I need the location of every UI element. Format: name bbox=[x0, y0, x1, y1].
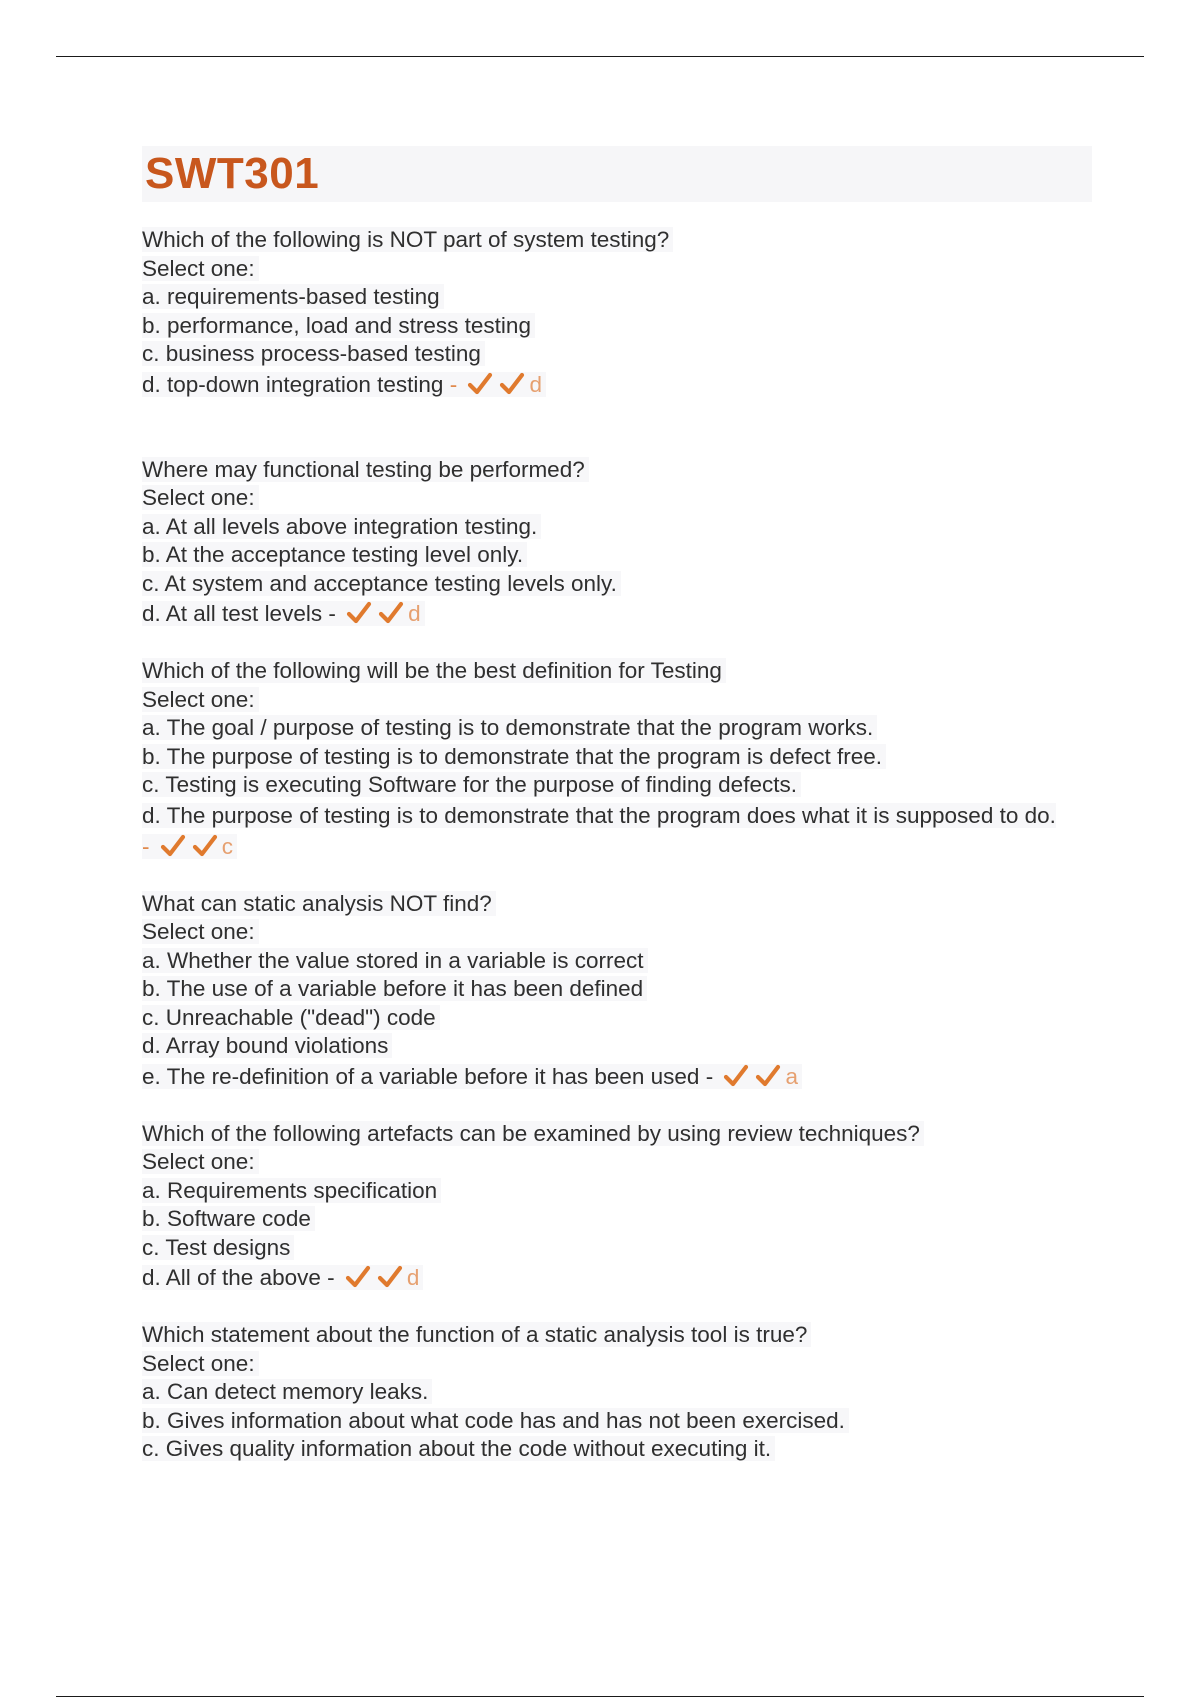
document-content bbox=[142, 146, 1092, 1492]
answer-separator: - bbox=[142, 833, 150, 859]
select-one-label: Select one: bbox=[142, 687, 259, 712]
top-rule bbox=[56, 56, 1144, 57]
question-prompt: Which statement about the function of a static analysis tool is true? bbox=[142, 1322, 811, 1347]
option-c: c. At system and acceptance testing levels only. bbox=[142, 571, 621, 596]
answer-letter: c bbox=[221, 833, 234, 859]
option-b: b. At the acceptance testing level only. bbox=[142, 542, 527, 567]
check-mark-icon bbox=[378, 601, 404, 625]
check-mark-icon bbox=[467, 372, 493, 396]
check-mark-icon bbox=[377, 1265, 403, 1289]
select-one-label: Select one: bbox=[142, 485, 259, 510]
answer-separator: - bbox=[449, 371, 458, 397]
select-one-label: Select one: bbox=[142, 1351, 259, 1376]
option-a: a. At all levels above integration testing. bbox=[142, 514, 541, 539]
question-prompt: Which of the following is NOT part of system testing? bbox=[142, 227, 673, 252]
option-d: d. At all test levels bbox=[142, 601, 323, 626]
answer-marker bbox=[322, 601, 421, 626]
question-prompt: What can static analysis NOT find? bbox=[142, 891, 496, 916]
title-band bbox=[142, 146, 1092, 202]
option-a: a. Can detect memory leaks. bbox=[142, 1379, 432, 1404]
option-d: d. All of the above bbox=[142, 1265, 321, 1290]
document-title: SWT301 bbox=[145, 149, 320, 198]
answer-letter: d bbox=[529, 371, 542, 397]
check-mark-icon bbox=[160, 834, 186, 858]
answer-marker bbox=[699, 1064, 798, 1089]
option-b: b. The use of a variable before it has been defined bbox=[142, 976, 647, 1001]
option-c: c. Unreachable ("dead") code bbox=[142, 1005, 440, 1030]
check-mark-icon bbox=[723, 1064, 749, 1088]
option-d: d. Array bound violations bbox=[142, 1033, 392, 1058]
option-a: a. The goal / purpose of testing is to demonstrate that the program works. bbox=[142, 715, 877, 740]
answer-separator: - bbox=[705, 1063, 714, 1089]
option-b: b. The purpose of testing is to demonstrate that the program is defect free. bbox=[142, 744, 886, 769]
question-3 bbox=[142, 657, 1092, 862]
answer-marker bbox=[142, 834, 233, 859]
answer-letter: d bbox=[408, 601, 421, 626]
bottom-rule bbox=[56, 1696, 1144, 1697]
option-c: c. business process-based testing bbox=[142, 341, 485, 366]
option-c: c. Test designs bbox=[142, 1235, 294, 1260]
check-mark-icon bbox=[499, 372, 525, 396]
option-b: b. Software code bbox=[142, 1206, 315, 1231]
answer-letter: a bbox=[785, 1063, 798, 1089]
question-6 bbox=[142, 1321, 1092, 1464]
check-mark-icon bbox=[345, 1265, 371, 1289]
option-d: d. The purpose of testing is to demonstrate that the program does what it is supposed to do. bbox=[142, 802, 1056, 828]
option-a: a. Requirements specification bbox=[142, 1178, 441, 1203]
answer-separator: - bbox=[327, 1265, 335, 1290]
select-one-label: Select one: bbox=[142, 1149, 259, 1174]
answer-separator: - bbox=[328, 601, 336, 626]
question-1 bbox=[142, 226, 1092, 400]
question-4 bbox=[142, 890, 1092, 1092]
option-d: d. top-down integration testing bbox=[142, 371, 444, 397]
option-c: c. Gives quality information about the code without executing it. bbox=[142, 1436, 775, 1461]
answer-marker bbox=[321, 1265, 420, 1290]
option-c: c. Testing is executing Software for the purpose of finding defects. bbox=[142, 772, 801, 797]
check-mark-icon bbox=[346, 601, 372, 625]
question-prompt: Which of the following will be the best definition for Testing bbox=[142, 658, 726, 683]
answer-marker bbox=[443, 372, 542, 397]
answer-letter: d bbox=[406, 1265, 420, 1290]
question-prompt: Which of the following artefacts can be examined by using review techniques? bbox=[142, 1121, 924, 1146]
select-one-label: Select one: bbox=[142, 256, 259, 281]
option-a: a. requirements-based testing bbox=[142, 284, 444, 309]
option-b: b. performance, load and stress testing bbox=[142, 313, 535, 338]
question-prompt: Where may functional testing be performed? bbox=[142, 457, 589, 482]
option-b: b. Gives information about what code has and has not been exercised. bbox=[142, 1408, 849, 1433]
question-5 bbox=[142, 1120, 1092, 1294]
check-mark-icon bbox=[192, 834, 218, 858]
option-a: a. Whether the value stored in a variable is correct bbox=[142, 948, 648, 973]
question-2 bbox=[142, 456, 1092, 630]
option-e: e. The re-definition of a variable before it has been used bbox=[142, 1063, 700, 1089]
select-one-label: Select one: bbox=[142, 919, 259, 944]
check-mark-icon bbox=[755, 1064, 781, 1088]
